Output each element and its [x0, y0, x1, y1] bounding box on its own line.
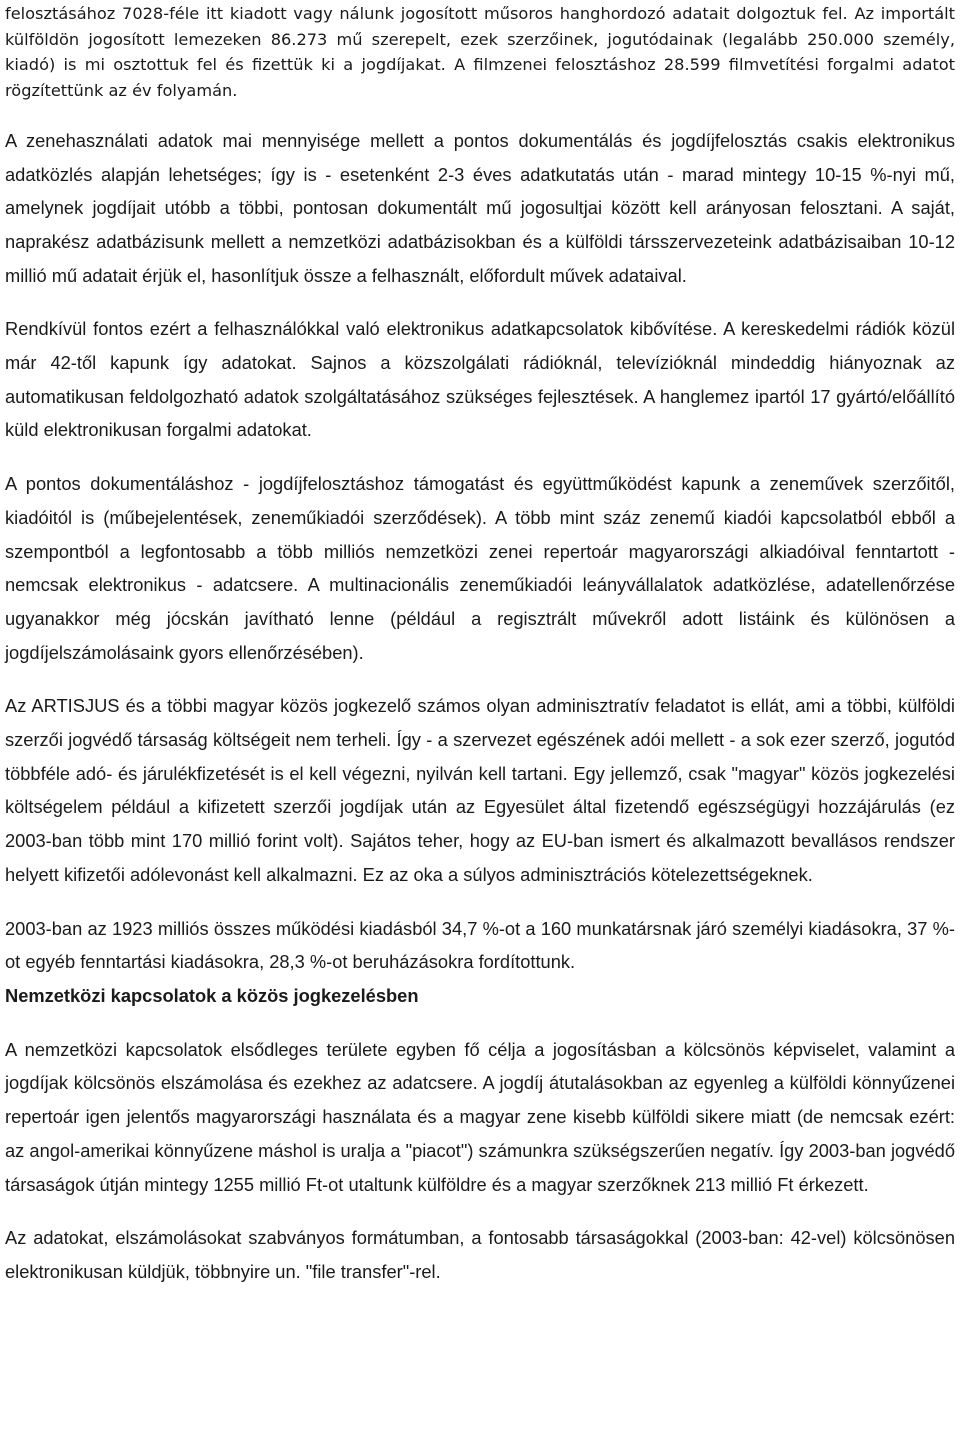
paragraph-electronic-links: Rendkívül fontos ezért a felhasználókkal való elektronikus adatkapcsolatok kibővítése. A kereskedelmi rádiók közül már 42-től kapunk így adatokat. Sajnos a közszolgálati rádióknál, televízióknál mindeddig hiányoznak az automatikusan feldolgozható adatok szolgáltatásához szükséges fejlesztések. A hanglemez ipartól 17 gyártó/előállító küld elektronikusan forgalmi adatokat. — [5, 318, 955, 441]
intro-paragraph: felosztásához 7028-féle itt kiadott vagy nálunk jogosított műsoros hanghordozó adatait dolgoztuk fel. Az importált külföldön jogosított lemezeken 86.273 mű szerepelt, ezek szerzőinek, jogutódainak (legalább 250.000 személy, kiadó) is mi osztottuk fel és fizettük ki a jogdíjakat. A filmzenei felosztáshoz 28.599 filmvetítési forgalmi adatot rögzítettünk az év folyamán. — [5, 4, 955, 101]
paragraph-data-volume: A zenehasználati adatok mai mennyisége mellett a pontos dokumentálás és jogdíjfelosztás csakis elektronikus adatközlés alapján lehetséges; így is - esetenként 2-3 éves adatkutatás után - marad mintegy 10-15 %-nyi mű, amelynek jogdíjait utóbb a többi, pontosan dokumentált mű jogosultjai között kell arányosan felosztani. A saját, naprakész adatbázisunk mellett a nemzetközi adatbázisokban és a külföldi társszervezeteink adatbázisaiban 10-12 millió mű adatait érjük el, hasonlítjuk össze a felhasznált, előfordult művek adataival. — [5, 129, 955, 286]
paragraph-international-relations: A nemzetközi kapcsolatok elsődleges területe egyben fő célja a jogosításban a kölcsönös képviselet, valamint a jogdíjak kölcsönös elszámolása és ezekhez az adatcsere. A jogdíj átutalásokban az egyenleg a külföldi könnyűzenei repertoár igen jelentős magyarországi használata és a magyar zene kisebb külföldi sikere miatt (de nemcsak ezért: az angol-amerikai könnyűzene máshol is uralja a "piacot") számunkra szükségszerűen negatív. Így 2003-ban jogvédő társaságok útján mintegy 1255 millió Ft-ot utaltunk külföldre és a magyar szerzőknek 213 millió Ft érkezett. — [5, 1038, 955, 1195]
paragraph-data-exchange: Az adatokat, elszámolásokat szabványos formátumban, a fontosabb társaságokkal (2003-ban: 42-vel) kölcsönösen elektronikusan küldjük, többnyire un. "file transfer"-rel. — [5, 1227, 955, 1282]
paragraph-administrative-tasks: Az ARTISJUS és a többi magyar közös jogkezelő számos olyan adminisztratív feladatot is ellát, ami a többi, külföldi szerzői jogvédő társaság költségeit nem terheli. Így - a szervezet egészének adói mellett - a sok ezer szerző, jogutód többféle adó- és járulékfizetését is el kell végezni, nyilván kell tartani. Egy jellemző, csak "magyar" közös jogkezelési költségelem például a kifizetett szerzői jogdíjak után az Egyesület által fizetendő egészségügyi hozzájárulás (ez 2003-ban több mint 170 millió forint volt). Sajátos teher, hogy az EU-ban ismert és alkalmazott bevallásos rendszer helyett kifizetői adólevonást kell alkalmazni. Ez az oka a súlyos adminisztrációs kötelezettségeknek. — [5, 695, 955, 885]
document-page — [5, 0, 955, 1289]
paragraph-expenses-2003: 2003-ban az 1923 milliós összes működési kiadásból 34,7 %-ot a 160 munkatársnak járó személyi kiadásokra, 37 %-ot egyéb fenntartási kiadásokra, 28,3 %-ot beruházásokra fordítottunk. — [5, 917, 955, 973]
section-heading: Nemzetközi kapcsolatok a közös jogkezelésben — [5, 984, 419, 1006]
paragraph-documentation-support: A pontos dokumentáláshoz - jogdíjfelosztáshoz támogatást és együttműködést kapunk a zeneművek szerzőitől, kiadóitól is (műbejelentések, zeneműkiadói szerződések). A több mint száz zenemű kiadói kapcsolatból ebből a szempontból a legfontosabb a több milliós nemzetközi zenei repertoár magyarországi alkiadóival fenntartott - nemcsak elektronikus - adatcsere. A multinacionális zeneműkiadói leányvállalatok adatközlése, adatellenőrzése ugyanakkor még jócskán javítható lenne (például a regisztrált művekről adott listáink és különösen a jogdíjelszámolásaink gyors ellenőrzésében). — [5, 473, 955, 663]
